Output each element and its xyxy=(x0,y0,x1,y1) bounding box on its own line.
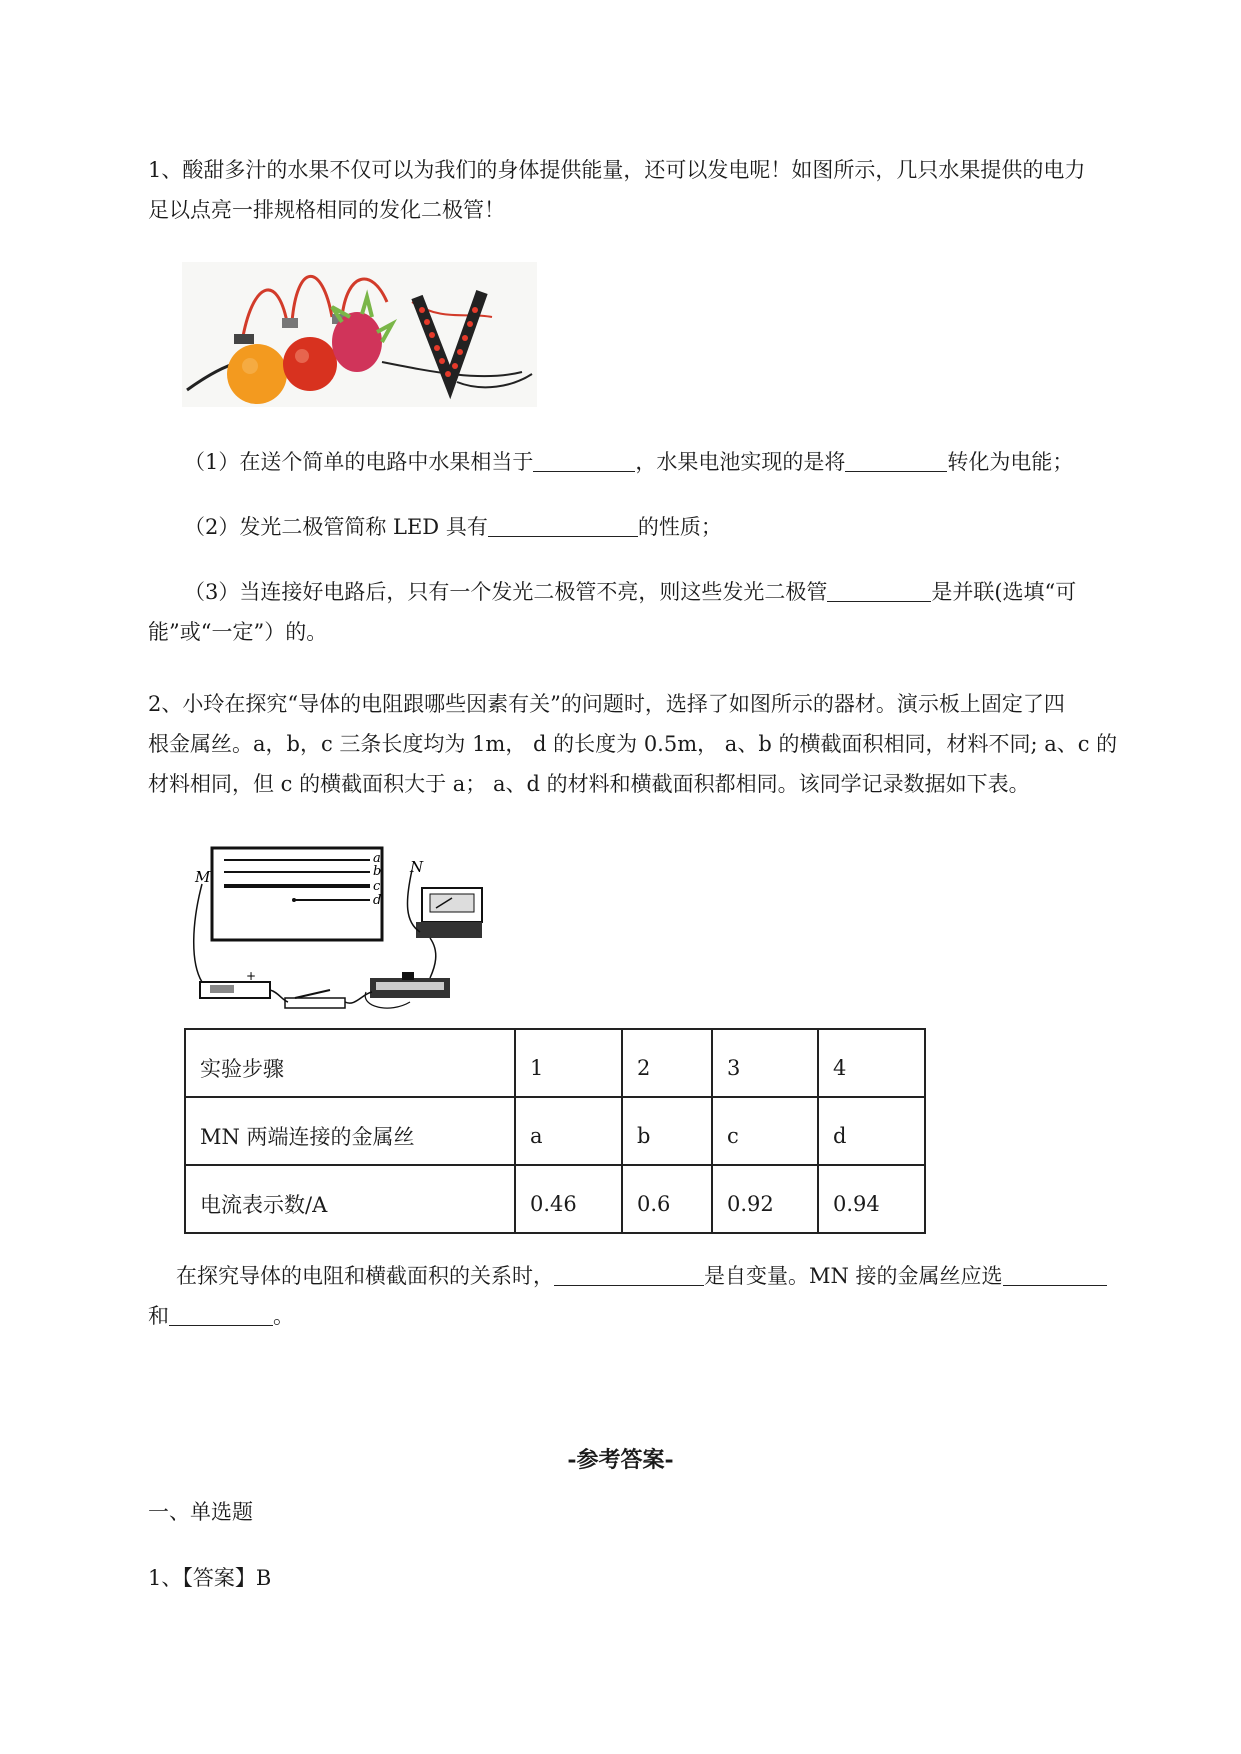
q2-intro-line2: 根金属丝。a，b，c 三条长度均为 1m， d 的长度为 0.5m， a、b 的横截面积相同，材料不同; a、c 的 xyxy=(148,732,1118,756)
wire-label-a: a xyxy=(373,851,381,866)
q1-part2-blank[interactable] xyxy=(488,512,638,537)
q2-question xyxy=(148,1256,1158,1296)
q2-intro-line1: 2、小玲在探究“导体的电阻跟哪些因素有关”的问题时，选择了如图所示的器材。演示板上固定了四 xyxy=(148,692,1065,716)
table-cell: a xyxy=(515,1097,622,1165)
q1-part2-text-a: （2）发光二极管简称 LED 具有 xyxy=(184,515,488,539)
wire-label-b: b xyxy=(373,864,382,879)
q1-part2-text-b: 的性质； xyxy=(637,515,722,539)
q1-part3-text-a: （3）当连接好电路后，只有一个发光二极管不亮，则这些发光二极管 xyxy=(184,580,828,604)
table-cell: 1 xyxy=(515,1029,622,1097)
table-cell: 0.92 xyxy=(712,1165,818,1233)
terminal-label-M: M xyxy=(195,868,211,886)
table-row xyxy=(185,1165,925,1233)
q1-part1-text-c: 转化为电能； xyxy=(947,450,1074,474)
q2-question-text-b: 是自变量。MN 接的金属丝应选 xyxy=(704,1264,1003,1288)
table-cell: 0.94 xyxy=(818,1165,925,1233)
q1-part1-text-b: ，水果电池实现的是将 xyxy=(635,450,846,474)
table-cell: 0.6 xyxy=(622,1165,712,1233)
q1-part1-text-a: （1）在送个简单的电路中水果相当于 xyxy=(184,450,534,474)
table-cell: 4 xyxy=(818,1029,925,1097)
table-row xyxy=(185,1097,925,1165)
q2-question-text-d: 。 xyxy=(273,1304,294,1328)
table-cell: d xyxy=(818,1097,925,1165)
table-cell: 0.46 xyxy=(515,1165,622,1233)
q2-blank3[interactable] xyxy=(169,1301,273,1326)
q1-intro-line1: 1、酸甜多汁的水果不仅可以为我们的身体提供能量，还可以发电呢！如图所示，几只水果提供的电力 xyxy=(148,158,1086,182)
fruit-battery-image xyxy=(182,262,537,407)
table-cell: 2 xyxy=(622,1029,712,1097)
q1-part1-blank1[interactable] xyxy=(533,447,635,472)
table-row xyxy=(185,1029,925,1097)
table-cell: 电流表示数/A xyxy=(185,1165,515,1233)
q1-part1 xyxy=(148,442,1158,482)
q1-part3-text-b: 是并联(选填“可 xyxy=(931,580,1077,604)
q1-part3-line2 xyxy=(148,612,1158,652)
q1-part1-blank2[interactable] xyxy=(845,447,947,472)
table-cell: 实验步骤 xyxy=(185,1029,515,1097)
q2-question-line2 xyxy=(148,1296,1158,1336)
q1-part3 xyxy=(148,572,1158,612)
table-cell: b xyxy=(622,1097,712,1165)
q2-blank2[interactable] xyxy=(1003,1261,1107,1286)
answer-item-1-text: 1、【答案】B xyxy=(148,1566,272,1590)
answer-section-label: 一、单选题 xyxy=(148,1500,253,1524)
data-table xyxy=(184,1028,926,1234)
q1-part3-text-line2: 能”或“一定”）的。 xyxy=(148,620,328,644)
q1-part2 xyxy=(148,507,1158,547)
q2-question-text-a: 在探究导体的电阻和横截面积的关系时， xyxy=(176,1264,554,1288)
battery-plus-sign: + xyxy=(246,969,257,983)
wire-label-d: d xyxy=(373,893,382,908)
q2-intro-line3: 材料相同，但 c 的横截面积大于 a； a、d 的材料和横截面积都相同。该同学记录数据如下表。 xyxy=(148,772,1030,796)
table-cell: 3 xyxy=(712,1029,818,1097)
answer-item-1 xyxy=(148,1558,1158,1598)
answer-section-heading xyxy=(148,1492,1158,1532)
circuit-diagram xyxy=(190,842,510,1017)
q2-question-text-c: 和 xyxy=(148,1304,169,1328)
terminal-label-N: N xyxy=(410,858,424,876)
q1-intro xyxy=(148,150,1158,230)
answer-title: -参考答案- xyxy=(567,1447,674,1473)
table-cell: MN 两端连接的金属丝 xyxy=(185,1097,515,1165)
q1-intro-line2: 足以点亮一排规格相同的发化二极管！ xyxy=(148,198,505,222)
q2-intro xyxy=(148,684,1158,804)
q2-blank1[interactable] xyxy=(554,1261,704,1286)
q1-part3-blank[interactable] xyxy=(827,577,931,602)
wire-label-c: c xyxy=(373,879,381,894)
table-cell: c xyxy=(712,1097,818,1165)
